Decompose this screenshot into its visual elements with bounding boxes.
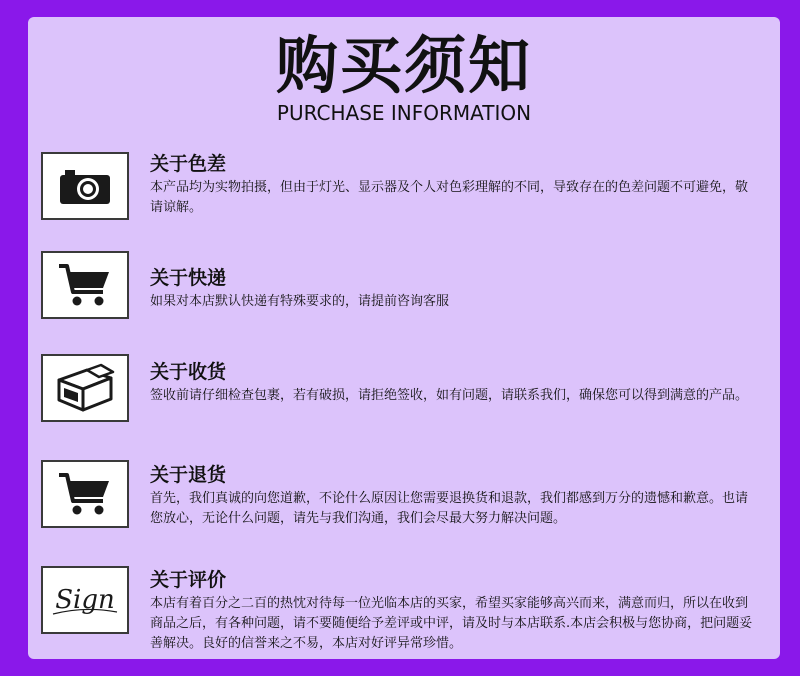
section-heading: 关于评价 [150,569,227,591]
page-title: 购买须知 [275,29,532,102]
section-heading: 关于色差 [150,153,227,175]
section-text: 如果对本店默认快递有特殊要求的，请提前咨询客服 [150,294,450,309]
svg-text:Sign: Sign [55,585,115,615]
section-heading: 关于快递 [150,267,227,289]
section-heading: 关于退货 [150,464,227,486]
section-text: 签收前请仔细检查包裹，若有破损，请拒绝签收，如有问题，请联系我们，确保您可以得到满意的产品。 [150,388,749,403]
section-text: 本店有着百分之二百的热忱对待每一位光临本店的买家，希望买家能够高兴而来，满意而归，所以在收到商品之后，有各种问题，请不要随便给予差评或中评，请及时与本店联系.本店会积极与您协商，把问题妥善解决。良好的信誉来之不易，本店对好评异常珍惜。 [150,596,753,651]
section-text: 首先，我们真诚的向您道歉，不论什么原因让您需要退换货和退款，我们都感到万分的遗憾和歉意。也请您放心，无论什么问题，请先与我们沟通，我们会尽最大努力解决问题。 [150,491,749,526]
package-box-icon [41,354,129,422]
camera-icon [41,152,129,220]
section-heading: 关于收货 [150,361,227,383]
page-subtitle: PURCHASE INFORMATION [276,101,532,125]
section-text: 本产品均为实物拍摄，但由于灯光、显示器及个人对色彩理解的不同，导致存在的色差问题不可避免，敬请谅解。 [150,180,749,215]
info-panel [28,17,780,659]
shopping-cart-icon [41,460,129,528]
shopping-cart-icon [41,251,129,319]
signature-icon [41,566,129,634]
